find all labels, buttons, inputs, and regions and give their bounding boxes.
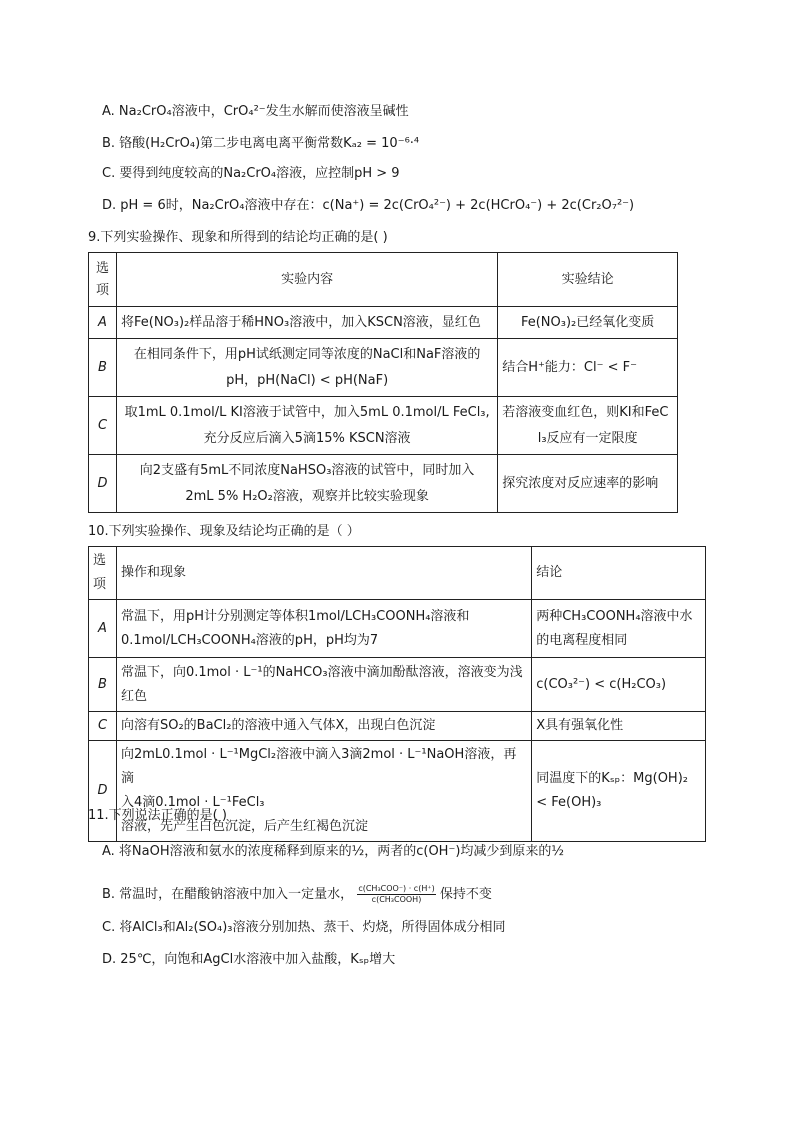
table-row: [89, 600, 706, 658]
q11-option-b: [102, 884, 492, 905]
table-row: [89, 658, 706, 712]
header-conclusion: 结论: [532, 547, 706, 600]
table-row: [89, 712, 706, 741]
q8-option-d: D. pH = 6时，Na₂CrO₄溶液中存在：c(Na⁺) = 2c(CrO₄²⁻) + 2c(HCrO₄⁻) + 2c(Cr₂O₇²⁻): [102, 198, 635, 213]
header-conclusion: 实验结论: [498, 253, 678, 307]
row-content-line: 入4滴0.1mol · L⁻¹FeCl₃: [120, 795, 265, 810]
row-content-line: 红色: [120, 688, 147, 704]
row-content-line: pH，pH(NaCl) < pH(NaF): [226, 372, 389, 388]
row-content-line: 常温下，用pH计分别测定等体积1mol/LCH₃COONH₄溶液和: [120, 608, 470, 624]
q11-option-a: A. 将NaOH溶液和氨水的浓度稀释到原来的½，两者的c(OH⁻)均减少到原来的½: [102, 844, 564, 859]
table-row: [89, 397, 678, 455]
row-letter: B: [89, 658, 117, 712]
row-content: [116, 339, 497, 397]
q8-option-b: B. 铬酸(H₂CrO₄)第二步电离电离平衡常数Kₐ₂ = 10⁻⁶·⁴: [102, 136, 420, 151]
row-conclusion: [498, 455, 678, 513]
table-header-row: [89, 253, 678, 307]
row-content: [116, 455, 497, 513]
q10-table: [88, 546, 706, 842]
row-content: [116, 397, 497, 455]
row-letter: A: [89, 600, 117, 658]
table-row: [89, 307, 678, 339]
q10-title: 10.下列实验操作、现象及结论均正确的是（ ）: [88, 524, 360, 539]
row-conclusion: [498, 397, 678, 455]
row-conclusion: [532, 658, 706, 712]
row-letter: C: [89, 712, 117, 741]
q11-title: 11.下列说法正确的是( ): [88, 808, 227, 823]
row-letter: D: [89, 741, 117, 842]
row-content-line: 2mL 5% H₂O₂溶液，观察并比较实验现象: [185, 488, 429, 504]
row-content-line: 向溶有SO₂的BaCl₂的溶液中通入气体X，出现白色沉淀: [120, 718, 436, 733]
row-content: [116, 307, 497, 339]
q11-option-d: D. 25℃，向饱和AgCl水溶液中加入盐酸，Kₛₚ增大: [102, 952, 396, 967]
fraction-numerator: c(CH₃COO⁻) · c(H⁺): [358, 884, 435, 893]
row-letter: A: [89, 307, 117, 339]
header-option: 选项: [89, 547, 117, 600]
q9-title: 9.下列实验操作、现象和所得到的结论均正确的是( ): [88, 230, 388, 245]
q9-table: [88, 252, 678, 513]
row-conclusion: [532, 600, 706, 658]
row-conclusion-line: 探究浓度对反应速率的影响: [502, 475, 659, 491]
row-content-line: 将Fe(NO₃)₂样品溶于稀HNO₃溶液中，加入KSCN溶液，显红色: [120, 314, 481, 330]
row-conclusion-line: l₃反应有一定限度: [537, 430, 638, 446]
table-row: [89, 339, 678, 397]
q8-option-c: C. 要得到纯度较高的Na₂CrO₄溶液，应控制pH > 9: [102, 166, 400, 181]
row-letter: B: [89, 339, 117, 397]
row-letter: D: [89, 455, 117, 513]
row-conclusion-line: Fe(NO₃)₂已经氧化变质: [520, 314, 655, 330]
row-conclusion-line: 的电离程度相同: [536, 632, 628, 648]
row-conclusion: [498, 339, 678, 397]
fraction-denominator: c(CH₃COOH): [371, 895, 422, 904]
table-header-row: [89, 547, 706, 600]
row-content: [116, 741, 531, 842]
table-row: [89, 455, 678, 513]
fraction: [357, 884, 435, 905]
row-content: [116, 712, 531, 741]
row-content: [116, 658, 531, 712]
table-row: [89, 741, 706, 842]
row-conclusion-line: 同温度下的Kₛₚ：Mg(OH)₂: [536, 771, 688, 786]
row-content: [116, 600, 531, 658]
row-content-line: 溶液，先产生白色沉淀，后产生红褐色沉淀: [120, 819, 368, 834]
header-content: 实验内容: [116, 253, 497, 307]
q11-option-b-text: B. 常温时，在醋酸钠溶液中加入一定量水，: [102, 887, 354, 902]
row-conclusion-line: 两种CH₃COONH₄溶液中水: [536, 608, 693, 624]
row-content-line: 向2支盛有5mL不同浓度NaHSO₃溶液的试管中，同时加入: [139, 462, 475, 478]
row-conclusion-line: 若溶液变血红色，则KI和FeC: [502, 404, 669, 420]
row-content-line: 在相同条件下，用pH试纸测定同等浓度的NaCl和NaF溶液的: [133, 346, 481, 362]
row-conclusion-line: 结合H⁺能力：Cl⁻ < F⁻: [502, 359, 637, 375]
row-letter: C: [89, 397, 117, 455]
row-content-line: 充分反应后滴入5滴15% KSCN溶液: [203, 430, 411, 446]
q8-option-a: A. Na₂CrO₄溶液中，CrO₄²⁻发生水解而使溶液呈碱性: [102, 104, 409, 119]
row-content-line: 向2mL0.1mol · L⁻¹MgCl₂溶液中滴入3滴2mol · L⁻¹NaOH溶液，再滴: [120, 747, 517, 786]
row-content-line: 取1mL 0.1mol/L KI溶液于试管中，加入5mL 0.1mol/L FeCl₃,: [124, 404, 490, 420]
header-option: 选 项: [89, 253, 117, 307]
row-conclusion-line: c(CO₃²⁻) < c(H₂CO₃): [536, 676, 667, 692]
row-content-line: 常温下，向0.1mol · L⁻¹的NaHCO₃溶液中滴加酚酞溶液，溶液变为浅: [120, 664, 523, 680]
row-conclusion: [498, 307, 678, 339]
row-conclusion: [532, 741, 706, 842]
row-conclusion-line: X具有强氧化性: [536, 718, 624, 733]
q11-option-b-tail: 保持不变: [439, 887, 492, 902]
row-content-line: 0.1mol/LCH₃COONH₄溶液的pH，pH均为7: [120, 632, 379, 648]
row-conclusion-line: < Fe(OH)₃: [536, 795, 602, 810]
q11-option-c: C. 将AlCl₃和Al₂(SO₄)₃溶液分别加热、蒸干、灼烧，所得固体成分相同: [102, 920, 506, 935]
header-content: 操作和现象: [116, 547, 531, 600]
row-conclusion: [532, 712, 706, 741]
